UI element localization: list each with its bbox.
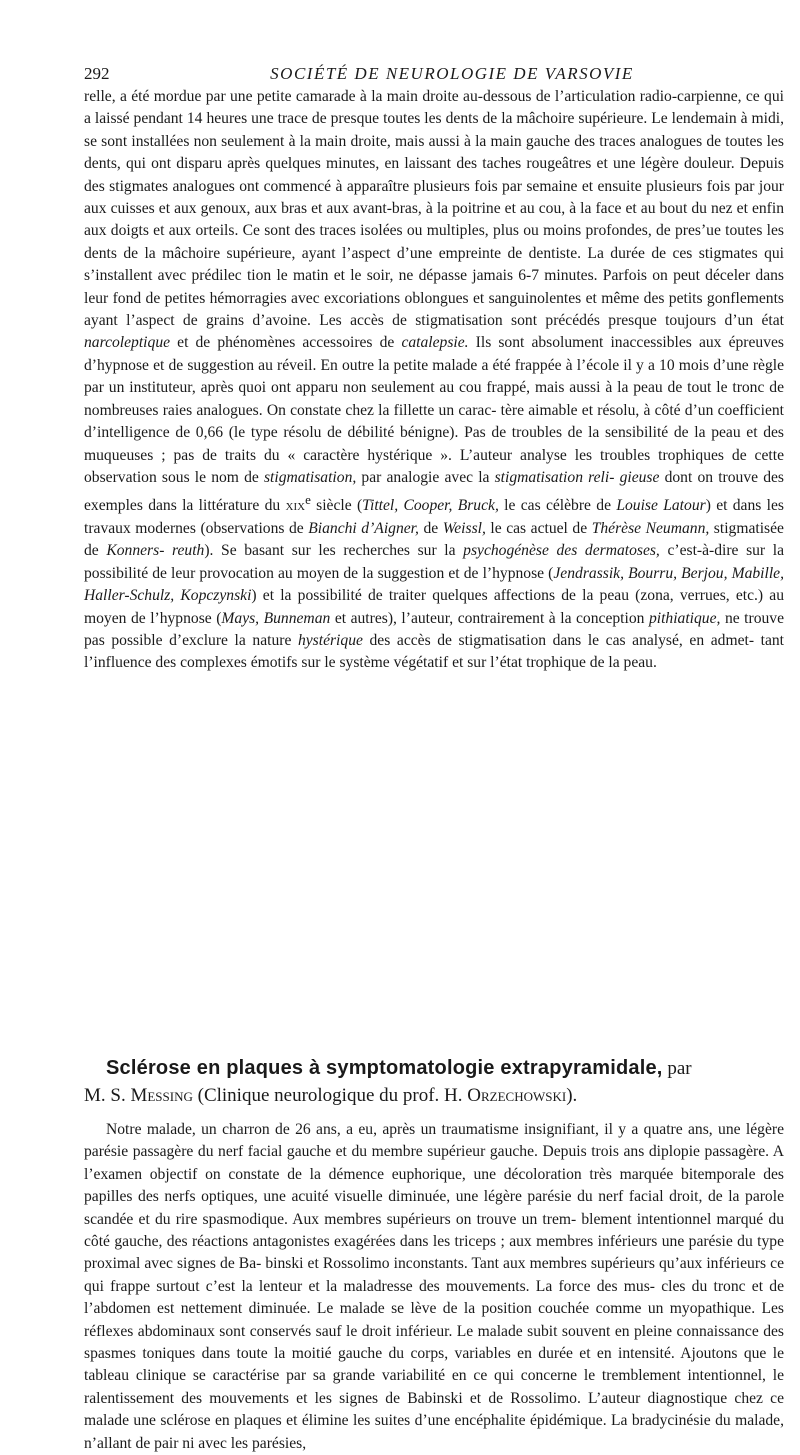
text-run: relle, a été mordue par une petite camarade à la main droite au-dessous de l’articulation radio-carpienne, ce qui a laissé pendant 14 heures une trace de presque toutes les dents de la mâchoire supérieure. Le lendemain à midi, se sont installées non seulement à la main droite, mais aussi à la main gauche des traces analogues de toutes les dents, qui ont disparu après quelques minutes, en laissant des taches rougeâtres et une légère douleur. Depuis des stigmates analogues ont commencé à apparaître plusieurs fois par semaine et ensuite plusieurs fois par jour aux cuisses et aux genoux, aux bras et aux avant-bras, à la poitrine et au cou, à la face et au bout du nez et enfin aux doigts et aux orteils. Ce sont des traces isolées ou multiples, plus ou moins profondes, de pres’ue toutes les dents de la mâchoire supérieure, ayant l’aspect d’une empreinte de dentiste. La durée de ces stigmates qui s’installent avec prédilec tion le matin et le soir, ne dépasse jamais 6-7 minutes. Parfois on peut déceler dans leur fond de petites hémorragies avec excoriations oblongues et sanguinolentes et même des petits gonflements ayant l’aspect de grains d’avoine. Les accès de stigmatisation sont précédés presque toujours d’un état: [84, 88, 784, 330]
page-number: 292: [84, 64, 110, 83]
century-numeral: xix: [285, 497, 306, 515]
text-run: dont on trouve des exemples dans la littérature du: [84, 468, 784, 515]
author-name: Messing: [130, 1085, 193, 1106]
text-run: ) et la possibilité de traiter quelques affections de la peau (zona, verrues, etc.) au moyen de l’hypnose (: [84, 587, 784, 627]
italic-term: psychogénèse des dermatoses,: [463, 542, 660, 560]
text-run: siècle (: [310, 497, 363, 515]
running-head: [84, 62, 784, 86]
text-run: c’est-à-dire sur la possibilité de leur provocation au moyen de la suggestion et de l’hypnose (: [84, 542, 784, 582]
person-name: Louise Latour: [616, 497, 706, 515]
affiliation-close: ).: [566, 1085, 578, 1106]
paragraph-text: Notre malade, un charron de 26 ans, a eu, après un traumatisme insignifiant, il y a quatre ans, une légère parésie passagère du nerf facial gauche et du membre supérieur gauche. Depuis trois ans diplopie passagère. A l’examen objectif on constate de la démence euphorique, une décoloration très marquée bitemporale des papilles des nerfs optiques, une acuité visuelle diminuée, une légère parésie du nerf facial droit, de la parole scandée et du rire spasmodique. Aux membres supérieurs on trouve un trem- blement intentionnel marqué du côté gauche, des réactions antagonistes exagérées dans les triceps ; aux membres inférieurs une parésie du type proximal avec signes de Ba- binski et Rossolimo inconstants. Tant aux membres supérieurs qu’aux inférieurs ce qui frappe surtout c’est la lenteur et la maladresse des mouvements. La force des mus- cles du tronc et de l’abdomen est nettement diminuée. Le malade se lève de la position couchée comme un myopathique. Les réflexes abdominaux sont conservés sauf le droit inférieur. Le malade subit souvent en pleine connaissance des spasmes toniques dans toute la moitié gauche du corps, variables en durée et en intensité. Ajoutons que le tableau clinique se caractérise par sa grande variabilité en ce qui concerne le tremblement intentionnel, le ralentissement des mouvements et les signes de Babinski et de Rossolimo. L’auteur diagnostique chez ce malade une sclérose en plaques et élimine les suites d’une encéphalite épidémique. La bradycinésie du malade, n’allant de pair ni avec les parésies,: [84, 1121, 784, 1452]
text-run: des accès de stigmatisation dans le cas analysé, en admet- tant l’influence des complexes émotifs sur le système végétatif et sur l’état trophique de la peau.: [84, 631, 784, 672]
author-names: Bianchi d’Aigner,: [308, 519, 419, 537]
text-run: stigmatisée de: [84, 519, 784, 560]
italic-term: narcoleptique: [84, 334, 171, 352]
text-run: et de phénomènes accessoires de: [170, 334, 402, 352]
journal-title: SOCIÉTÉ DE NEUROLOGIE DE VARSOVIE: [270, 64, 634, 83]
affiliation: (Clinique neurologique du prof. H.: [192, 1085, 468, 1106]
author-names: Jendrassik, Bourru, Berjou, Mabille, Haller-Schulz, Kopczynski: [84, 564, 785, 605]
text-run: ne trouve pas possible d’exclure la nature: [84, 609, 785, 649]
text-run: Ils sont absolument inaccessibles aux épreuves d’hypnose et de suggestion au réveil. En outre la petite malade a été frappée à l’école il y a 10 mois d’une règle par un instituteur, après quoi ont apparu non seulement au cou frappé, mais aussi à la peau de tout le tronc de nombreuses raies analogues. On constate chez la fillette un carac- tère aimable et résolu, à côté d’un coefficient d’intelligence de 0,66 (le type résolu de débilité bénigne). Pas de troubles de la sensibilité de la peau et des muqueuses ; pas de traits du « caractère hystérique ». L’auteur analyse les troubles trophiques de cette observation sous le nom de: [84, 334, 784, 486]
text-run: le cas actuel de: [485, 519, 592, 537]
italic-term: stigmatisation reli- gieuse: [494, 468, 660, 486]
author-names: Weissl,: [442, 519, 486, 537]
text-run: de: [418, 519, 443, 537]
paragraph-text: [84, 86, 784, 675]
section-heading: [84, 1055, 784, 1109]
heading-par: par: [667, 1058, 692, 1079]
text-run: par analogie avec la: [356, 468, 495, 486]
text-run: et autres), l’auteur, contrairement à la conception: [330, 609, 649, 627]
author-initials: M. S.: [84, 1085, 131, 1106]
italic-term: pithiatique,: [648, 609, 721, 627]
text-run: ) et dans les travaux modernes (observations de: [84, 497, 784, 537]
section-title: Sclérose en plaques à symptomatologie extrapyramidale,: [106, 1057, 663, 1079]
person-name: Thérèse Neumann,: [591, 519, 710, 537]
text-run: ). Se basant sur les recherches sur la: [204, 542, 464, 560]
professor-name: Orzechowski: [467, 1085, 567, 1106]
italic-term: stigmatisation,: [263, 468, 357, 486]
italic-term: hystérique: [297, 631, 363, 649]
superscript: e: [305, 492, 311, 508]
author-names: Mays, Bunneman: [221, 609, 331, 627]
case-report-paragraph-2: [84, 1119, 784, 1455]
italic-term: catalepsie.: [401, 334, 469, 352]
author-names: Tittel, Cooper, Bruck,: [362, 497, 499, 515]
place-name: Konners- reuth: [106, 542, 205, 560]
text-run: le cas célèbre de: [498, 497, 617, 515]
case-report-paragraph: [84, 86, 784, 675]
